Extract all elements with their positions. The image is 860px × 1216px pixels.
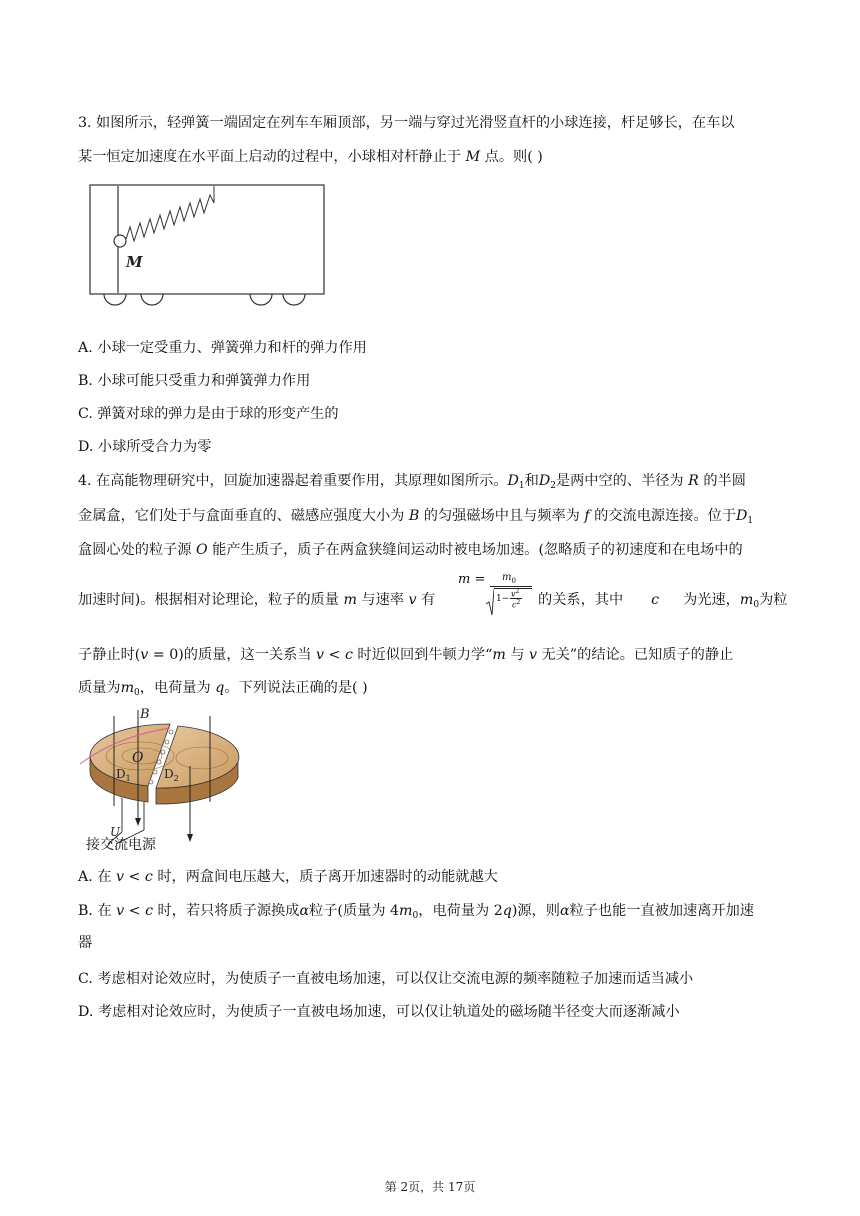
q4-option-b-cont: 器 [78, 935, 93, 951]
wheel-4 [283, 294, 305, 305]
page-footer: 第 2页，共 17页 [384, 1180, 476, 1194]
q4-stem-line-3: 盒圆心处的粒子源 O 能产生质子，质子在两盒狭缝间运动时被电场加速。(忽略质子的初速度和在电场中的 [78, 542, 743, 558]
ball-label-M: M [126, 253, 143, 271]
train-spring-figure [84, 183, 330, 313]
q4-stem-line-5: 子静止时(v = 0)的质量，这一关系当 v < c 时近似回到牛顿力学“m 与 v 无关”的结论。已知质子的静止 [78, 647, 734, 663]
q4-option-b: B. 在 v < c 时，若只将质子源换成α粒子(质量为 $4m_0$，电荷量为 2q)源，则α粒子也能一直被加速离开加速 [78, 903, 754, 921]
q4-option-d: D. 考虑相对论效应时，为使质子一直被电场加速，可以仅让轨道处的磁场随半径变大而逐渐减小 [78, 1004, 680, 1020]
q4-stem-line-6: 质量为$m_0$，电荷量为 q。下列说法正确的是( ) [78, 680, 368, 698]
q4-stem-line-4b: 的关系，其中 c 为光速，$m_0$为粒 [538, 592, 788, 610]
q4-stem-line-4a: 加速时间)。根据相对论理论，粒子的质量 m 与速率 v 有 [78, 592, 436, 608]
q3-option-c: C. 弹簧对球的弹力是由于球的形变产生的 [78, 406, 339, 422]
relativistic-mass-formula: m = $m_0$ 1− $v^2$ $c^2$ [458, 570, 538, 620]
sqrt-sign [486, 588, 494, 616]
fraction-bar [490, 586, 532, 587]
wheel-3 [250, 294, 272, 305]
wheel-2 [141, 294, 163, 305]
label-D1: $D_1$ [116, 767, 131, 783]
label-U: U [110, 825, 121, 839]
q3-option-a: A. 小球一定受重力、弹簧弹力和杆的弹力作用 [78, 340, 367, 356]
wheel-1 [104, 294, 126, 305]
spring [126, 195, 214, 241]
label-O: O [132, 750, 144, 766]
q4-option-a: A. 在 v < c 时，两盒间电压越大，质子离开加速器时的动能就越大 [78, 869, 498, 885]
q4-stem-line-1: 4. 在高能物理研究中，回旋加速器起着重要作用，其原理如图所示。$D_1$和$D_2$是两中空的、半径为 R 的半圆 [78, 473, 746, 491]
ball [114, 235, 126, 247]
q4-stem-line-2: 金属盒，它们处于与盒面垂直的、磁感应强度大小为 B 的匀强磁场中且与频率为 f 的交流电源连接。位于$D_1$ [78, 508, 754, 526]
cyclotron-caption: 接交流电源 [86, 837, 156, 853]
cyclotron-figure [78, 706, 258, 856]
q3-option-b: B. 小球可能只受重力和弹簧弹力作用 [78, 373, 311, 389]
q3-option-d: D. 小球所受合力为零 [78, 439, 212, 455]
q3-stem-line-2: 某一恒定加速度在水平面上启动的过程中，小球相对杆静止于 M 点。则( ) [78, 149, 543, 165]
q3-stem-line-1: 3. 如图所示，轻弹簧一端固定在列车车厢顶部，另一端与穿过光滑竖直杆的小球连接，杆足够长，在车以 [78, 115, 735, 131]
label-D2: $D_2$ [164, 767, 179, 783]
q4-option-c: C. 考虑相对论效应时，为使质子一直被电场加速，可以仅让交流电源的频率随粒子加速而适当减小 [78, 971, 694, 987]
label-B: B [140, 707, 150, 722]
